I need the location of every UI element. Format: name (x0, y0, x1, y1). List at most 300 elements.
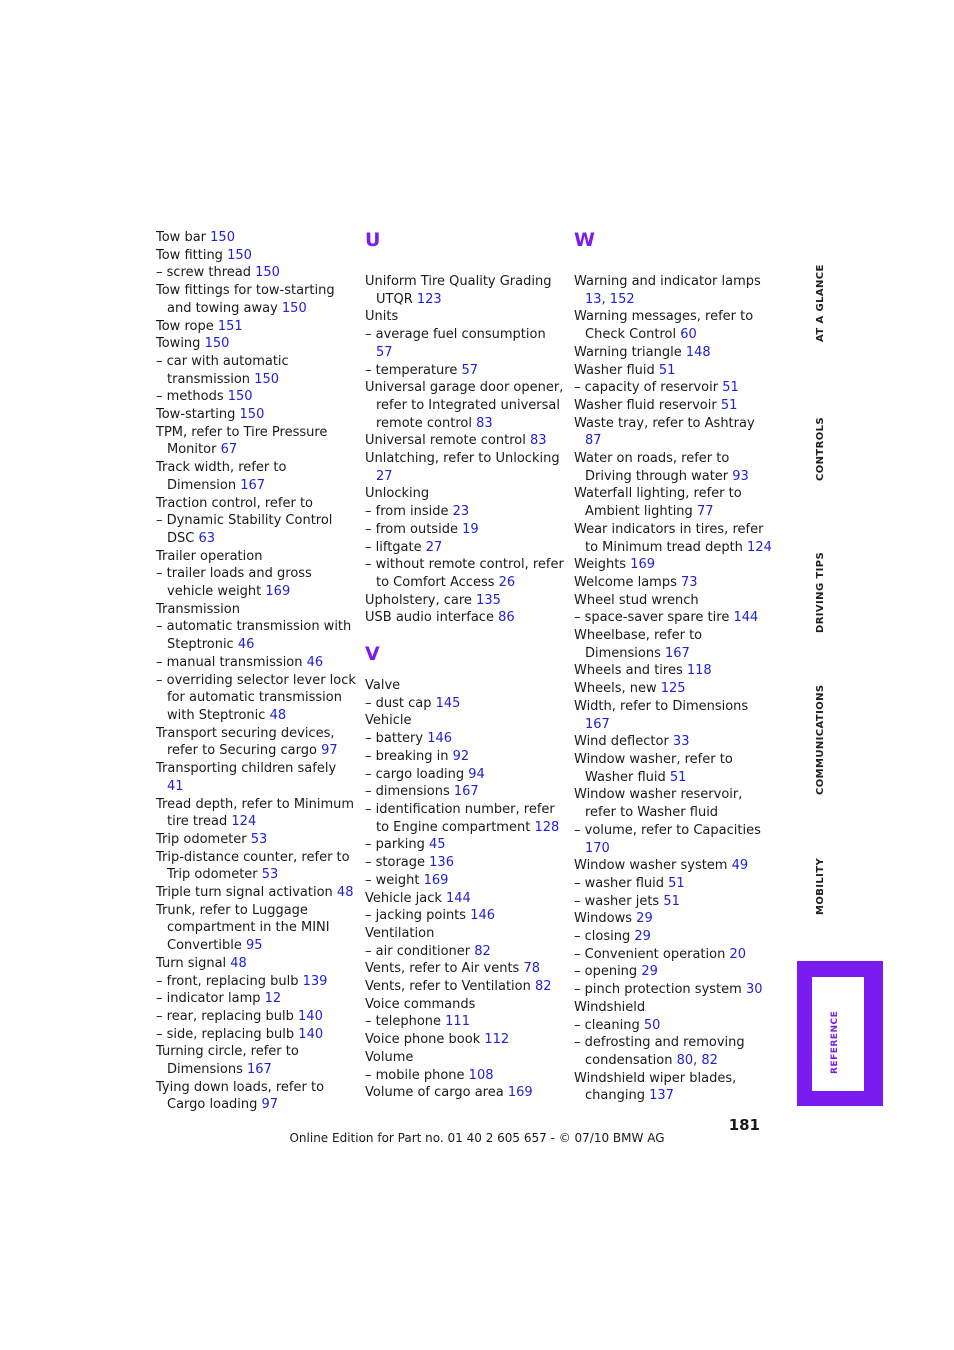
index-page-link[interactable]: 67 (220, 442, 238, 458)
index-page-link[interactable]: 26 (498, 574, 516, 590)
index-page-link[interactable]: 124 (747, 539, 772, 555)
index-entry (365, 1084, 565, 1102)
index-page-link[interactable]: 51 (722, 380, 739, 396)
index-page-link[interactable]: 150 (210, 230, 235, 245)
index-entry-text: Tow fitting (156, 247, 228, 263)
index-entry (574, 698, 774, 733)
index-entry (574, 857, 774, 875)
index-page-link[interactable]: 139 (302, 973, 328, 989)
index-entry-text: Warning triangle (574, 344, 686, 360)
index-entry-text: Volume of cargo area (365, 1085, 508, 1101)
index-entry (365, 521, 565, 539)
index-page-link[interactable]: 86 (498, 610, 515, 626)
index-entry (365, 925, 565, 943)
index-page-link[interactable]: 51 (663, 893, 680, 909)
index-page-link[interactable]: 46 (237, 637, 255, 653)
index-entry (365, 1013, 565, 1031)
index-entry-text: – parking (365, 837, 429, 853)
index-page-link[interactable]: 150 (281, 300, 307, 316)
index-entry (156, 955, 356, 973)
index-entry-text: Weights (574, 557, 631, 573)
index-entry-text: Tow bar (156, 230, 211, 245)
index-entry (574, 928, 774, 946)
index-page-link[interactable]: 50 (643, 1017, 661, 1033)
index-page-link[interactable]: 123 (416, 291, 442, 307)
index-entry-text: – opening (574, 964, 642, 980)
index-entry (365, 326, 565, 361)
index-entry-text: – screw thread (156, 265, 256, 281)
index-entry-text: – overriding selector lever lock for automatic transmission with Steptronic (156, 672, 356, 723)
index-entry-text: Unlatching, refer to Unlocking (365, 451, 560, 467)
index-entry (156, 406, 356, 424)
index-entry-text: Tow-starting (156, 407, 240, 423)
section-letter: V (365, 643, 380, 666)
index-entry-text: Voice commands (365, 996, 476, 1012)
index-entry (156, 601, 356, 619)
index-entry-text: – storage (365, 855, 430, 871)
index-page-link[interactable]: 167 (585, 716, 610, 732)
index-page-link[interactable]: 150 (254, 371, 280, 387)
index-entry (365, 836, 565, 854)
index-page-link[interactable]: 87 (585, 433, 602, 449)
index-page-link[interactable]: 140 (298, 1026, 324, 1042)
index-entry (365, 730, 565, 748)
index-page-link[interactable]: 146 (470, 908, 496, 924)
index-entry (156, 1008, 356, 1026)
index-entry-text: – temperature (365, 362, 462, 378)
index-entry-text: Voice phone book (365, 1032, 485, 1048)
index-entry-text: – space-saver spare tire (574, 610, 734, 626)
index-entry (574, 786, 774, 821)
index-entry (365, 609, 565, 627)
index-entry-text: – without remote control, refer to Comfort Access (365, 557, 564, 590)
index-entry-text: – from outside (365, 521, 463, 537)
index-entry (574, 910, 774, 928)
index-entry (574, 379, 774, 397)
index-entry (574, 627, 774, 662)
index-entry-text: Tow fittings for tow-starting and towing away (156, 283, 335, 316)
index-page-link[interactable]: 83 (529, 433, 547, 449)
index-entry-text: Trip-distance counter, refer to Trip odometer (156, 849, 350, 883)
index-entry (156, 565, 356, 600)
index-page-link[interactable]: 108 (468, 1067, 494, 1083)
index-entry-text: Ventilation (365, 925, 435, 941)
index-page-link[interactable]: 95 (246, 938, 263, 954)
index-entry (574, 609, 774, 627)
index-page-link[interactable]: 51 (668, 875, 685, 891)
index-page-link[interactable]: 46 (306, 654, 324, 670)
index-page-link[interactable]: 51 (720, 397, 738, 413)
index-page-link[interactable]: 167 (453, 784, 479, 800)
index-entry-text: TPM, refer to Tire Pressure Monitor (156, 424, 328, 458)
index-entry (156, 353, 356, 388)
index-entry (156, 459, 356, 494)
index-page-link[interactable]: 150 (204, 336, 230, 352)
index-column-u (365, 229, 565, 1102)
index-entry-text: Windows (574, 911, 637, 927)
index-entry-text: Windshield (574, 999, 646, 1015)
index-entry-text: USB audio interface (365, 610, 499, 626)
index-column-w (574, 229, 774, 1105)
index-page-link[interactable]: 63 (198, 530, 216, 546)
index-entry (574, 521, 774, 556)
index-page-link[interactable]: 80, 82 (676, 1052, 718, 1068)
index-entry (574, 875, 774, 893)
side-tab-reference-inner (812, 977, 864, 1091)
index-entry (365, 677, 565, 695)
index-page-link[interactable]: 29 (641, 964, 658, 980)
index-entry (574, 415, 774, 450)
index-entry-text: – Convenient operation (574, 946, 730, 962)
index-page-link[interactable]: 57 (376, 344, 393, 360)
index-entry (156, 282, 356, 317)
index-entry (574, 1070, 774, 1105)
index-entry (365, 943, 565, 961)
index-entry (574, 822, 774, 857)
index-page-link[interactable]: 169 (507, 1085, 533, 1101)
index-entry-text: Traction control, refer to (156, 495, 314, 511)
index-entry-text: Universal remote control (365, 433, 530, 449)
index-entry (365, 432, 565, 450)
index-entry (574, 273, 774, 308)
index-entry-text: Vehicle jack (365, 890, 447, 906)
index-page-link[interactable]: 167 (240, 477, 266, 493)
index-entry-text: Units (365, 309, 399, 325)
index-page-link[interactable]: 29 (634, 929, 651, 945)
index-entry (574, 485, 774, 520)
index-entry (574, 893, 774, 911)
index-entry (365, 273, 565, 308)
page-number: 181 (728, 1116, 760, 1134)
index-entry (156, 247, 356, 265)
index-entry (156, 973, 356, 991)
index-page-link[interactable]: 73 (681, 574, 698, 590)
index-page-link[interactable]: 169 (423, 872, 449, 888)
index-entry-text: – closing (574, 929, 635, 945)
index-entry (156, 831, 356, 849)
side-tab-reference-label: REFERENCE (830, 1010, 840, 1074)
index-page-link[interactable]: 145 (435, 695, 461, 711)
index-entry (574, 574, 774, 592)
index-entry (156, 618, 356, 653)
index-page-link[interactable]: 33 (672, 734, 690, 750)
index-entry-text: Waterfall lighting, refer to Ambient lighting (574, 486, 742, 520)
index-entry (365, 539, 565, 557)
index-entry (156, 264, 356, 282)
index-entry (156, 548, 356, 566)
index-page-link[interactable]: 12 (264, 991, 282, 1007)
index-entry-text: – dust cap (365, 695, 436, 711)
index-page-link[interactable]: 48 (269, 707, 287, 723)
index-entry (156, 884, 356, 902)
index-entry (156, 229, 356, 247)
index-entry-text: – indicator lamp (156, 991, 265, 1007)
index-page-link[interactable]: 97 (321, 743, 338, 759)
index-page-link[interactable]: 136 (429, 855, 454, 871)
index-page-link[interactable]: 60 (680, 327, 697, 343)
index-page-link[interactable]: 146 (427, 731, 453, 747)
index-entry-text: – dimensions (365, 784, 454, 800)
index-entry-text: – volume, refer to Capacities (574, 822, 761, 838)
index-column-t (156, 229, 356, 1114)
index-page-link[interactable]: 51 (658, 362, 676, 378)
index-page-link[interactable]: 97 (261, 1097, 279, 1113)
index-entry (156, 424, 356, 459)
index-page-link[interactable]: 167 (665, 645, 690, 661)
index-page-link[interactable]: 128 (534, 819, 560, 835)
index-entry (156, 1043, 356, 1078)
index-page-link[interactable]: 13, 152 (585, 291, 635, 307)
index-entry (574, 556, 774, 574)
index-entry-text: Triple turn signal activation (156, 885, 337, 901)
index-entry-text: Window washer, refer to Washer fluid (574, 751, 733, 785)
index-entry (365, 592, 565, 610)
index-entry-text: Tread depth, refer to Minimum tire tread (156, 796, 355, 830)
index-entry-text: – Dynamic Stability Control DSC (156, 513, 333, 546)
index-page-link[interactable]: 150 (227, 247, 252, 263)
index-page-link[interactable]: 137 (649, 1088, 674, 1104)
index-page-link[interactable]: 41 (167, 778, 184, 794)
index-entry (365, 1067, 565, 1085)
index-entry (156, 902, 356, 955)
index-page-link[interactable]: 57 (461, 362, 479, 378)
index-page-link[interactable]: 53 (261, 867, 279, 883)
index-entry-text: – mobile phone (365, 1067, 469, 1083)
index-page-link[interactable]: 48 (336, 885, 354, 901)
index-entry-text: Window washer reservoir, refer to Washer fluid (574, 787, 743, 821)
index-entry (574, 450, 774, 485)
index-entry (365, 1049, 565, 1067)
index-entry-text: Tow rope (156, 318, 218, 334)
index-page-link[interactable]: 135 (476, 592, 501, 608)
index-entry (574, 1017, 774, 1035)
index-entry-text: Window washer system (574, 858, 732, 874)
index-entry-text: – manual transmission (156, 654, 307, 670)
index-entry-text: Wheel stud wrench (574, 592, 699, 608)
index-page-link[interactable]: 118 (686, 663, 712, 679)
index-entry (574, 733, 774, 751)
index-entry (574, 981, 774, 999)
index-entry-text: – defrosting and removing condensation (574, 1035, 745, 1068)
index-entry (365, 1031, 565, 1049)
index-entry-text: Unlocking (365, 486, 430, 502)
index-entry-text: – trailer loads and gross vehicle weight (156, 566, 312, 600)
index-entry (365, 695, 565, 713)
index-entry-text: – automatic transmission with Steptronic (156, 619, 352, 653)
index-entry-text: – front, replacing bulb (156, 973, 303, 989)
index-page-link[interactable]: 82 (535, 979, 552, 995)
index-page-link[interactable]: 94 (468, 766, 485, 782)
index-entry-text: Turning circle, refer to Dimensions (156, 1044, 299, 1078)
index-entry (574, 362, 774, 380)
index-entry (574, 662, 774, 680)
index-page-link[interactable]: 82 (474, 943, 491, 959)
index-entry (365, 379, 565, 432)
index-entry-text: Valve (365, 678, 401, 694)
index-entry-text: – identification number, refer to Engine compartment (365, 801, 555, 835)
index-page-link[interactable]: 53 (250, 831, 268, 847)
index-entry (156, 1079, 356, 1114)
index-entry (156, 849, 356, 884)
index-entry-text: Wind deflector (574, 734, 673, 750)
index-entry (574, 963, 774, 981)
index-page-link[interactable]: 20 (729, 946, 747, 962)
index-entry (365, 503, 565, 521)
index-entry (365, 907, 565, 925)
index-entry (574, 308, 774, 343)
index-entry-text: – capacity of reservoir (574, 380, 723, 396)
index-entry (365, 450, 565, 485)
index-entry (365, 362, 565, 380)
index-entry (365, 978, 565, 996)
index-entry (156, 796, 356, 831)
index-entry-text: – cleaning (574, 1017, 644, 1033)
index-entry-text: Wheels, new (574, 681, 661, 697)
index-entry-text: Washer fluid (574, 362, 659, 378)
index-page-link[interactable]: 48 (230, 955, 247, 971)
index-entry-text: – air conditioner (365, 943, 475, 959)
index-entry (156, 654, 356, 672)
index-page-link[interactable]: 150 (239, 407, 265, 423)
index-entry (574, 946, 774, 964)
index-entry-text: Track width, refer to Dimension (156, 460, 287, 493)
index-page-link[interactable]: 77 (696, 504, 714, 520)
index-page-link[interactable]: 170 (585, 840, 610, 856)
index-entry-text: Towing (156, 336, 205, 352)
index-entry-text: Wheels and tires (574, 663, 687, 679)
index-entry (574, 999, 774, 1017)
index-entry-text: Warning and indicator lamps (574, 274, 761, 289)
index-page-link[interactable]: 140 (298, 1008, 323, 1024)
index-entry (365, 872, 565, 890)
index-entry (574, 680, 774, 698)
index-entry-text: – washer fluid (574, 875, 669, 891)
index-entry (365, 485, 565, 503)
index-page-link[interactable]: 78 (523, 961, 541, 977)
index-entry (365, 996, 565, 1014)
index-entry-text: – average fuel consumption (365, 327, 546, 343)
index-page-link[interactable]: 83 (476, 415, 493, 431)
index-entry (365, 748, 565, 766)
index-entry-text: – pinch protection system (574, 982, 746, 998)
index-page-link[interactable]: 167 (247, 1062, 272, 1078)
index-entry-text: Tying down loads, refer to Cargo loading (156, 1079, 325, 1113)
index-entry (365, 890, 565, 908)
index-entry-text: Universal garage door opener, refer to Integrated universal remote control (365, 380, 564, 431)
index-entry (156, 335, 356, 353)
index-page-link[interactable]: 150 (227, 389, 253, 405)
index-entry-text: Transmission (156, 601, 240, 617)
index-entry-text: Wear indicators in tires, refer to Minimum tread depth (574, 521, 764, 555)
index-entry (365, 766, 565, 784)
index-entry-text: Waste tray, refer to Ashtray (574, 415, 755, 431)
index-entry-text: – rear, replacing bulb (156, 1008, 299, 1024)
section-letter: W (574, 229, 595, 251)
index-entry-text: Turn signal (156, 955, 231, 971)
index-entry (365, 712, 565, 730)
index-page-link[interactable]: 19 (462, 521, 479, 537)
index-entry-text: Windshield wiper blades, changing (574, 1070, 737, 1104)
side-tab-reference[interactable] (797, 961, 883, 1106)
index-entry-text: Uniform Tire Quality Grading UTQR (365, 274, 552, 307)
index-entry-text: Trunk, refer to Luggage compartment in the MINI Convertible (156, 902, 330, 954)
index-entry-text: – side, replacing bulb (156, 1026, 299, 1042)
index-page-link[interactable]: 30 (745, 982, 763, 998)
index-entry-text: – jacking points (365, 908, 471, 924)
index-entry (574, 1034, 774, 1069)
index-entry-text: Volume (365, 1049, 414, 1065)
index-entry-text: Vents, refer to Air vents (365, 961, 524, 977)
index-page-link[interactable]: 144 (733, 610, 759, 626)
index-entry (156, 512, 356, 547)
index-entry-text: – battery (365, 731, 428, 747)
index-page-link[interactable]: 144 (446, 890, 471, 906)
index-page-link[interactable]: 169 (630, 557, 656, 573)
index-entry (156, 495, 356, 513)
index-entry-text: Welcome lamps (574, 574, 681, 590)
index-entry (574, 592, 774, 610)
index-page-link[interactable]: 148 (685, 344, 711, 360)
index-entry-text: – from inside (365, 504, 453, 520)
index-entry-text: Trip odometer (156, 831, 251, 847)
index-page-link[interactable]: 111 (445, 1014, 470, 1030)
index-entry-text: Water on roads, refer to Driving through water (574, 451, 733, 484)
index-entry-text: – telephone (365, 1014, 446, 1030)
index-page-link[interactable]: 49 (731, 858, 749, 874)
index-entry (156, 990, 356, 1008)
index-entry (365, 308, 565, 326)
index-entry (365, 556, 565, 591)
index-page-link[interactable]: 151 (217, 318, 243, 334)
index-entry (574, 397, 774, 415)
index-entry (156, 725, 356, 760)
index-page-link[interactable]: 27 (376, 468, 393, 484)
footer-text: Online Edition for Part no. 01 40 2 605 657 - © 07/10 BMW AG (289, 1131, 665, 1145)
index-entry-text: – car with automatic transmission (156, 353, 289, 387)
index-entry (156, 388, 356, 406)
index-page-link[interactable]: 29 (636, 911, 653, 927)
index-page-link[interactable]: 51 (669, 769, 687, 785)
index-page-link[interactable]: 92 (452, 748, 470, 764)
index-page-link[interactable]: 45 (428, 837, 446, 853)
index-entry (156, 672, 356, 725)
index-entry-text: – breaking in (365, 748, 453, 764)
index-page-link[interactable]: 124 (231, 814, 257, 830)
index-entry (156, 318, 356, 336)
index-entry-text: Transporting children safely (156, 761, 337, 777)
index-entry-text: – cargo loading (365, 766, 469, 782)
index-page-link[interactable]: 150 (255, 265, 280, 281)
index-entry-text: Warning messages, refer to Check Control (574, 309, 754, 343)
index-entry (574, 751, 774, 786)
index-page-link[interactable]: 27 (425, 539, 443, 555)
index-page-link[interactable]: 125 (660, 681, 686, 697)
index-entry-text: Vents, refer to Ventilation (365, 979, 535, 995)
index-page-link[interactable]: 23 (452, 504, 470, 520)
index-entry-text: Washer fluid reservoir (574, 397, 721, 413)
index-entry-text: – liftgate (365, 539, 426, 555)
index-entry (365, 960, 565, 978)
index-page-link[interactable]: 93 (732, 468, 749, 484)
index-entry (365, 801, 565, 836)
index-entry-text: Wheelbase, refer to Dimensions (574, 628, 703, 661)
index-entry (156, 1026, 356, 1044)
index-entry-text: Upholstery, care (365, 592, 477, 608)
index-page-link[interactable]: 169 (265, 584, 291, 600)
index-entry-text: – washer jets (574, 893, 664, 909)
index-page-link[interactable]: 112 (484, 1032, 510, 1048)
section-letter: U (365, 229, 381, 251)
